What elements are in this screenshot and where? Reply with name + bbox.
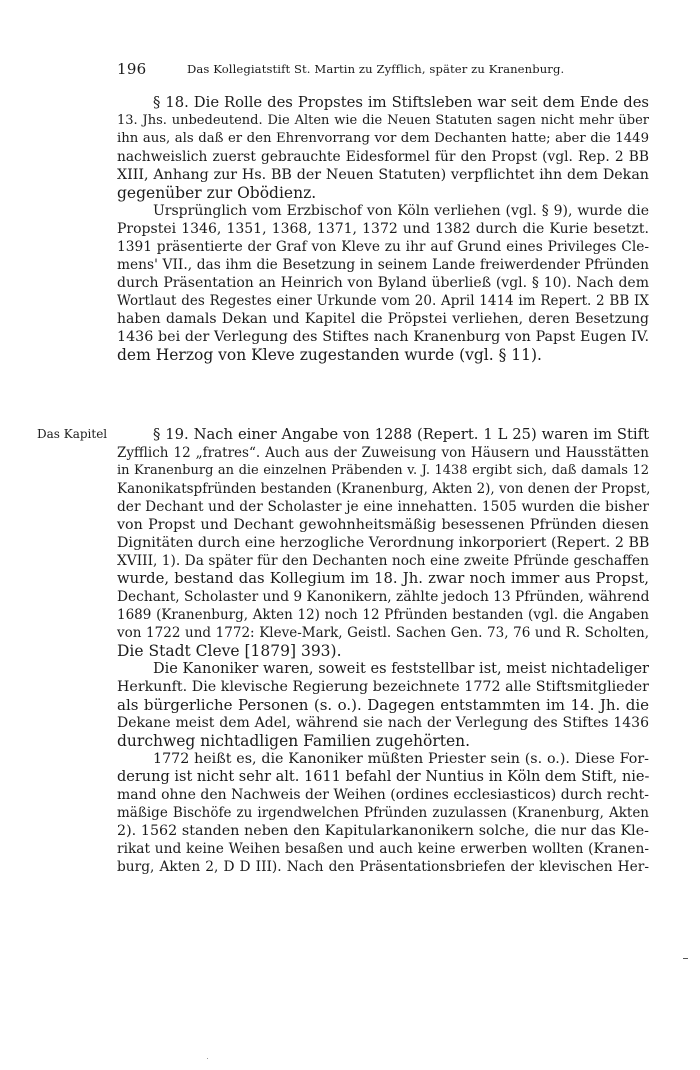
text-line: 1689 (Kranenburg, Akten 12) noch 12 Pfründen bestanden (vgl. die Angaben <box>117 607 649 623</box>
text-line: rikat und keine Weihen besaßen und auch keine erwerben wollten (Kranen- <box>117 841 649 857</box>
text-line: Die Stadt Cleve [1879] 393). <box>117 642 342 660</box>
text-line: Zyfflich 12 „fratres“. Auch aus der Zuweisung von Häusern und Hausstätten <box>117 445 649 461</box>
text-line: 2). 1562 standen neben den Kapitularkanonikern solche, die nur das Kle- <box>117 823 649 839</box>
text-line: XVIII, 1). Da später für den Dechanten noch eine zweite Pfründe geschaffen <box>117 553 649 569</box>
page-number: 196 <box>117 60 147 78</box>
text-line: Wortlaut des Regestes einer Urkunde vom 20. April 1414 im Repert. 2 BB IX <box>117 293 649 309</box>
text-line: mäßige Bischöfe zu irgendwelchen Pfründen zuzulassen (Kranenburg, Akten <box>117 805 649 821</box>
text-line: wurde, bestand das Kollegium im 18. Jh. zwar noch immer aus Propst, <box>117 570 649 587</box>
text-line: Die Kanoniker waren, soweit es feststellbar ist, meist nichtadeliger <box>153 661 649 677</box>
text-line: durchweg nichtadligen Familien zugehörten. <box>117 732 471 750</box>
text-line: 13. Jhs. unbedeutend. Die Alten wie die Neuen Statuten sagen nicht mehr über <box>117 113 649 128</box>
text-line: 1391 präsentierte der Graf von Kleve zu ihr auf Grund eines Privileges Cle- <box>117 239 649 255</box>
text-line: Kanonikatspfründen bestanden (Kranenburg, Akten 2), von denen der Propst, <box>117 481 651 497</box>
running-head: Das Kollegiatstift St. Martin zu Zyfflich, später zu Kranenburg. <box>187 62 565 76</box>
text-line: nachweislich zuerst gebrauchte Eidesformel für den Propst (vgl. Rep. 2 BB <box>117 149 649 165</box>
text-line: Herkunft. Die klevische Regierung bezeichnete 1772 alle Stiftsmitglieder <box>117 679 649 695</box>
page-header <box>117 60 655 82</box>
text-line: Dekane meist dem Adel, während sie nach der Verlegung des Stiftes 1436 <box>117 715 649 731</box>
text-line: 1772 heißt es, die Kanoniker müßten Priester sein (s. o.). Diese For- <box>153 751 649 767</box>
text-line: 1436 bei der Verlegung des Stiftes nach Kranenburg von Papst Eugen IV. <box>117 329 649 345</box>
scan-speck <box>207 1058 208 1059</box>
margin-note: Das Kapitel <box>37 427 108 441</box>
text-line: mand ohne den Nachweis der Weihen (ordines ecclesiasticos) durch recht- <box>117 787 649 803</box>
text-line: mens' VII., das ihm die Besetzung in seinem Lande freiwerdender Pfründen <box>117 257 649 273</box>
text-line: § 18. Die Rolle des Propstes im Stiftsleben war seit dem Ende des <box>153 94 649 111</box>
text-line: XIII, Anhang zur Hs. BB der Neuen Statuten) verpflichtet ihn dem Dekan <box>117 167 649 183</box>
text-line: gegenüber zur Obödienz. <box>117 184 317 202</box>
text-line: in Kranenburg an die einzelnen Präbenden v. J. 1438 ergibt sich, daß damals 12 <box>117 463 649 478</box>
text-line: als bürgerliche Personen (s. o.). Dagegen entstammten im 14. Jh. die <box>117 696 649 714</box>
text-line: dem Herzog von Kleve zugestanden wurde (vgl. § 11). <box>117 346 542 364</box>
text-line: haben damals Dekan und Kapitel die Pröpstei verliehen, deren Besetzung <box>117 311 649 327</box>
text-line: Ursprünglich vom Erzbischof von Köln verliehen (vgl. § 9), wurde die <box>153 203 649 219</box>
text-line: Dignitäten durch eine herzogliche Verordnung inkorporiert (Repert. 2 BB <box>117 535 650 551</box>
text-line: durch Präsentation an Heinrich von Byland überließ (vgl. § 10). Nach dem <box>117 275 649 291</box>
text-line: der Dechant und der Scholaster je eine innehatten. 1505 wurden die bisher <box>117 499 649 515</box>
text-line: von Propst und Dechant gewohnheitsmäßig besessenen Pfründen diesen <box>117 517 649 533</box>
text-line: burg, Akten 2, D D III). Nach den Präsentationsbriefen der klevischen Her- <box>117 859 649 875</box>
text-line: ihn aus, als daß er den Ehrenvorrang vor dem Dechanten hatte; aber die 1449 <box>117 131 649 146</box>
text-line: von 1722 und 1772: Kleve-Mark, Geistl. Sachen Gen. 73, 76 und R. Scholten, <box>117 625 649 641</box>
text-line: Dechant, Scholaster und 9 Kanonikern, zählte jedoch 13 Pfründen, während <box>117 589 650 605</box>
text-line: derung ist nicht sehr alt. 1611 befahl der Nuntius in Köln dem Stift, nie- <box>117 769 650 785</box>
text-line: Propstei 1346, 1351, 1368, 1371, 1372 und 1382 durch die Kurie besetzt. <box>117 221 649 237</box>
text-line: § 19. Nach einer Angabe von 1288 (Repert. 1 L 25) waren im Stift <box>153 426 649 443</box>
edge-mark <box>683 958 688 959</box>
